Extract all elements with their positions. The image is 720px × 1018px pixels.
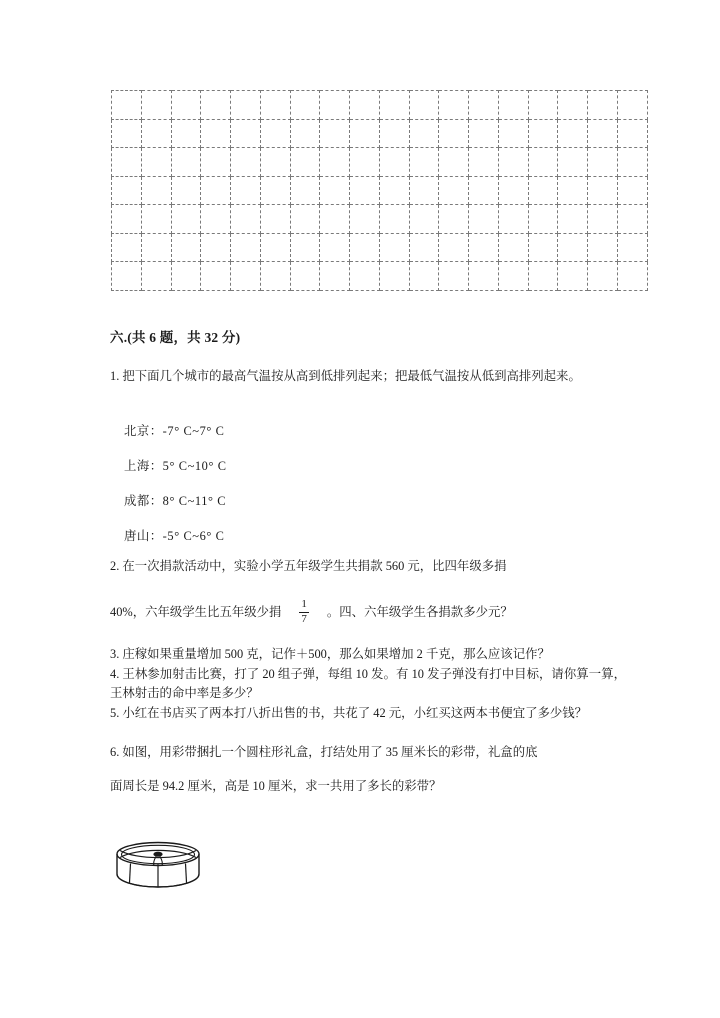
answer-grid-cell[interactable] <box>112 205 142 234</box>
question-4-text: 4. 王林参加射击比赛，打了 20 组子弹，每组 10 发。有 10 发子弹没有打中目标，请你算一算，王林射击的命中率是多少？ <box>110 667 626 701</box>
answer-grid-cell[interactable] <box>320 262 350 291</box>
answer-grid-cell[interactable] <box>498 176 528 205</box>
answer-grid-cell[interactable] <box>498 262 528 291</box>
answer-grid-row <box>112 233 648 262</box>
answer-grid-cell[interactable] <box>588 176 618 205</box>
answer-grid-cell[interactable] <box>498 148 528 177</box>
answer-grid-cell[interactable] <box>528 176 558 205</box>
answer-grid-cell[interactable] <box>439 176 469 205</box>
answer-grid-table <box>111 90 648 291</box>
question-3-text: 3. 庄稼如果重量增加 500 克，记作＋500，那么如果增加 2 千克，那么应该记作？ <box>110 647 550 661</box>
answer-grid-cell[interactable] <box>439 233 469 262</box>
question-1-text: 1. 把下面几个城市的最高气温按从高到低排列起来；把最低气温按从低到高排列起来。 <box>110 369 581 383</box>
city-name-shanghai: 上海： <box>124 459 163 473</box>
answer-grid-cell[interactable] <box>171 176 201 205</box>
answer-grid-cell[interactable] <box>528 205 558 234</box>
answer-grid-cell[interactable] <box>379 148 409 177</box>
answer-grid-cell[interactable] <box>379 91 409 120</box>
answer-grid-cell[interactable] <box>469 176 499 205</box>
answer-grid-cell[interactable] <box>260 119 290 148</box>
answer-grid-cell[interactable] <box>558 205 588 234</box>
answer-grid-cell[interactable] <box>350 262 380 291</box>
answer-grid-cell[interactable] <box>231 119 261 148</box>
answer-grid-cell[interactable] <box>171 148 201 177</box>
answer-grid-cell[interactable] <box>201 148 231 177</box>
answer-grid-cell[interactable] <box>498 119 528 148</box>
answer-grid-cell[interactable] <box>618 119 648 148</box>
answer-grid-cell[interactable] <box>141 205 171 234</box>
answer-grid-cell[interactable] <box>558 176 588 205</box>
answer-grid-row <box>112 119 648 148</box>
answer-grid-cell[interactable] <box>469 148 499 177</box>
answer-grid-cell[interactable] <box>618 262 648 291</box>
answer-grid-cell[interactable] <box>201 262 231 291</box>
answer-grid-cell[interactable] <box>171 205 201 234</box>
answer-grid-cell[interactable] <box>558 119 588 148</box>
answer-grid-cell[interactable] <box>439 148 469 177</box>
answer-grid-cell[interactable] <box>231 205 261 234</box>
answer-grid-cell[interactable] <box>558 262 588 291</box>
answer-grid-cell[interactable] <box>618 148 648 177</box>
answer-grid-cell[interactable] <box>231 176 261 205</box>
answer-grid-cell[interactable] <box>231 262 261 291</box>
answer-grid-cell[interactable] <box>409 119 439 148</box>
question-2-line-1: 2. 在一次捐款活动中，实验小学五年级学生共捐款 560 元，比四年级多捐 <box>110 559 507 573</box>
question-1-city-line-2 <box>124 456 227 474</box>
answer-grid-cell[interactable] <box>260 205 290 234</box>
answer-grid-cell[interactable] <box>350 205 380 234</box>
question-5-text: 5. 小红在书店买了两本打八折出售的书，共花了 42 元，小红买这两本书便宜了多少钱？ <box>110 706 588 720</box>
answer-grid-cell[interactable] <box>558 233 588 262</box>
answer-grid-cell[interactable] <box>379 119 409 148</box>
answer-grid-cell[interactable] <box>260 262 290 291</box>
question-2-line-2 <box>110 600 626 626</box>
answer-grid-cell[interactable] <box>498 205 528 234</box>
question-2-text-before-fraction: 40%，六年级学生比五年级少捐 <box>110 604 282 619</box>
answer-grid-cell[interactable] <box>112 119 142 148</box>
answer-grid-cell[interactable] <box>528 148 558 177</box>
question-1-city-line-1 <box>124 421 225 439</box>
answer-grid-cell[interactable] <box>320 119 350 148</box>
answer-grid-cell[interactable] <box>588 91 618 120</box>
answer-grid-cell[interactable] <box>290 148 320 177</box>
answer-grid-cell[interactable] <box>141 262 171 291</box>
answer-grid-cell[interactable] <box>320 176 350 205</box>
answer-grid-cell[interactable] <box>320 233 350 262</box>
answer-grid-cell[interactable] <box>469 233 499 262</box>
answer-grid-cell[interactable] <box>290 119 320 148</box>
answer-grid-cell[interactable] <box>290 262 320 291</box>
answer-grid-cell[interactable] <box>588 148 618 177</box>
answer-grid-cell[interactable] <box>290 91 320 120</box>
answer-grid-cell[interactable] <box>409 91 439 120</box>
answer-grid-cell[interactable] <box>260 148 290 177</box>
answer-grid-cell[interactable] <box>112 148 142 177</box>
gift-box-illustration <box>110 838 206 896</box>
answer-grid-cell[interactable] <box>618 176 648 205</box>
fraction-numerator: 1 <box>301 598 307 610</box>
answer-grid-cell[interactable] <box>112 176 142 205</box>
answer-grid-cell[interactable] <box>171 91 201 120</box>
answer-grid-cell[interactable] <box>588 262 618 291</box>
answer-grid-cell[interactable] <box>528 262 558 291</box>
answer-grid-cell[interactable] <box>439 119 469 148</box>
temperature-range-shanghai: 5° C~10° C <box>162 459 227 473</box>
answer-grid-cell[interactable] <box>588 119 618 148</box>
answer-grid-cell[interactable] <box>618 205 648 234</box>
answer-grid-cell[interactable] <box>350 148 380 177</box>
answer-grid-cell[interactable] <box>112 91 142 120</box>
answer-grid-cell[interactable] <box>201 91 231 120</box>
answer-grid-row <box>112 91 648 120</box>
answer-grid-cell[interactable] <box>409 176 439 205</box>
answer-grid-row <box>112 205 648 234</box>
answer-grid-cell[interactable] <box>141 176 171 205</box>
answer-grid-row <box>112 176 648 205</box>
answer-grid-cell[interactable] <box>320 205 350 234</box>
question-2-text-after-fraction: 。四、六年级学生各捐款多少元？ <box>326 604 513 619</box>
city-name-tangshan: 唐山： <box>124 529 163 543</box>
city-name-chengdu: 成都： <box>124 494 163 508</box>
answer-grid-cell[interactable] <box>528 119 558 148</box>
answer-grid-cell[interactable] <box>350 176 380 205</box>
answer-grid-cell[interactable] <box>231 148 261 177</box>
answer-grid-cell[interactable] <box>379 205 409 234</box>
question-1-city-line-4 <box>124 526 225 544</box>
answer-grid-cell[interactable] <box>112 262 142 291</box>
answer-grid-cell[interactable] <box>588 205 618 234</box>
fraction-one-seventh <box>299 599 309 625</box>
question-6-line-2: 面周长是 94.2 厘米，高是 10 厘米，求一共用了多长的彩带？ <box>110 779 442 793</box>
cylindrical-gift-box-figure <box>110 838 206 896</box>
answer-grid-cell[interactable] <box>618 91 648 120</box>
answer-grid-cell[interactable] <box>141 119 171 148</box>
answer-grid-cell[interactable] <box>141 148 171 177</box>
answer-grid-cell[interactable] <box>260 91 290 120</box>
answer-grid-cell[interactable] <box>231 233 261 262</box>
answer-grid-cell[interactable] <box>439 205 469 234</box>
ribbon-knot-icon <box>153 852 162 857</box>
answer-grid-cell[interactable] <box>260 233 290 262</box>
answer-grid-cell[interactable] <box>201 205 231 234</box>
answer-grid-cell[interactable] <box>409 148 439 177</box>
answer-grid-cell[interactable] <box>558 148 588 177</box>
answer-grid-cell[interactable] <box>498 233 528 262</box>
answer-grid-cell[interactable] <box>171 262 201 291</box>
answer-grid-cell[interactable] <box>469 262 499 291</box>
answer-grid-cell[interactable] <box>350 91 380 120</box>
blank-answer-grid <box>111 90 648 291</box>
answer-grid-cell[interactable] <box>379 233 409 262</box>
answer-grid-row <box>112 148 648 177</box>
answer-grid-cell[interactable] <box>320 148 350 177</box>
answer-grid-cell[interactable] <box>409 262 439 291</box>
answer-grid-cell[interactable] <box>260 176 290 205</box>
temperature-range-tangshan: -5° C~6° C <box>162 529 225 543</box>
answer-grid-cell[interactable] <box>439 262 469 291</box>
answer-grid-cell[interactable] <box>141 233 171 262</box>
answer-grid-cell[interactable] <box>409 233 439 262</box>
answer-grid-cell[interactable] <box>350 233 380 262</box>
answer-grid-cell[interactable] <box>379 176 409 205</box>
answer-grid-cell[interactable] <box>201 176 231 205</box>
temperature-range-chengdu: 8° C~11° C <box>162 494 227 508</box>
answer-grid-cell[interactable] <box>498 91 528 120</box>
answer-grid-cell[interactable] <box>409 205 439 234</box>
city-name-beijing: 北京： <box>124 424 163 438</box>
answer-grid-cell[interactable] <box>171 233 201 262</box>
answer-grid-cell[interactable] <box>439 91 469 120</box>
temperature-range-beijing: -7° C~7° C <box>162 424 225 438</box>
answer-grid-cell[interactable] <box>201 233 231 262</box>
answer-grid-cell[interactable] <box>231 91 261 120</box>
answer-grid-cell[interactable] <box>528 91 558 120</box>
answer-grid-cell[interactable] <box>141 91 171 120</box>
answer-grid-cell[interactable] <box>379 262 409 291</box>
answer-grid-cell[interactable] <box>350 119 380 148</box>
answer-grid-cell[interactable] <box>290 176 320 205</box>
answer-grid-cell[interactable] <box>588 233 618 262</box>
answer-grid-cell[interactable] <box>320 91 350 120</box>
question-1-city-line-3 <box>124 491 226 509</box>
answer-grid-cell[interactable] <box>112 233 142 262</box>
answer-grid-row <box>112 262 648 291</box>
answer-grid-cell[interactable] <box>290 233 320 262</box>
answer-grid-cell[interactable] <box>528 233 558 262</box>
answer-grid-cell[interactable] <box>618 233 648 262</box>
answer-grid-cell[interactable] <box>171 119 201 148</box>
answer-grid-cell[interactable] <box>290 205 320 234</box>
answer-grid-cell[interactable] <box>558 91 588 120</box>
question-6-line-1: 6. 如图，用彩带捆扎一个圆柱形礼盒，打结处用了 35 厘米长的彩带，礼盒的底 <box>110 745 538 759</box>
fraction-denominator: 7 <box>301 612 307 625</box>
answer-grid-cell[interactable] <box>469 119 499 148</box>
answer-grid-cell[interactable] <box>201 119 231 148</box>
answer-grid-cell[interactable] <box>469 91 499 120</box>
section-heading: 六.(共 6 题，共 32 分) <box>110 330 241 345</box>
answer-grid-cell[interactable] <box>469 205 499 234</box>
